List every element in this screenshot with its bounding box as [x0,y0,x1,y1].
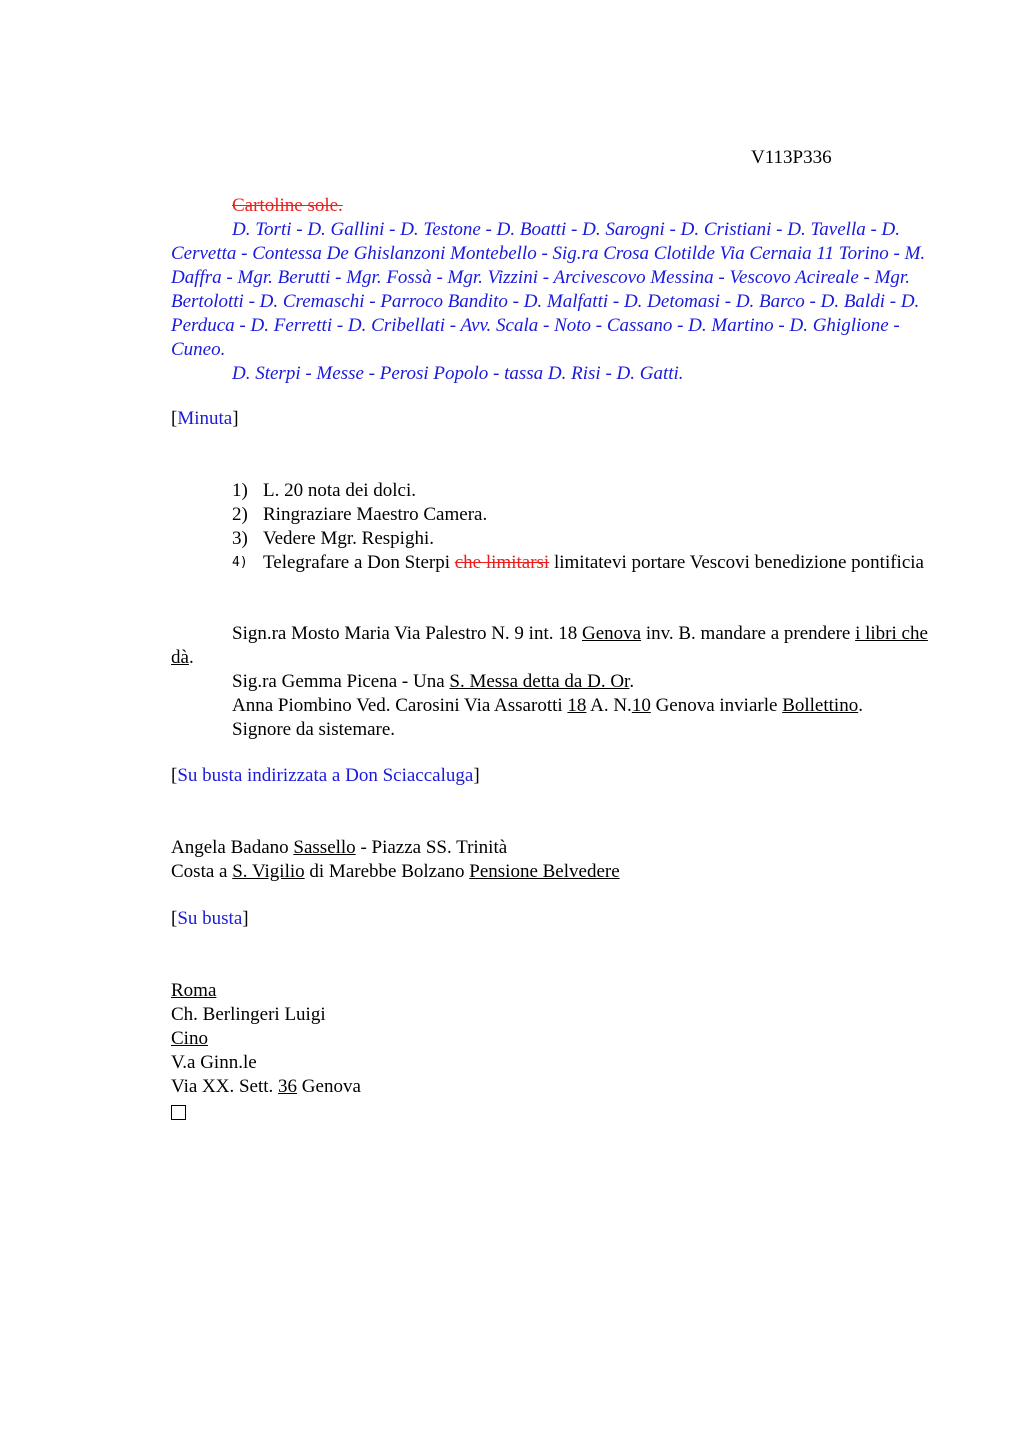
empty-box-icon [171,1105,186,1120]
address-text: - Piazza SS. Trinità [360,837,508,858]
note-underlined: Genova [581,623,642,644]
recipients-names-paragraph: D. Torti - D. Gallini - D. Testone - D. Boatti - D. Sarogni - D. Cristiani - D. Tavella - D. Cervetta - Contessa De Ghislanzoni Montebello - Sig.ra Crosa Clotilde Via Cernaia 11 Torino - M. Daffra - Mgr. Berutti - Mgr. Fossà - Mgr. Vizzini - Arcivescovo Messina - Vescovo Acireale - Mgr. Bertolotti - D. Cremaschi - Parroco Bandito - D. Malfatti - D. Detomasi - D. Barco - D. Baldi - D. Perduca - D. Ferretti - D. Cribellati - Avv. Scala - Noto - Cassano - D. Martino - D. Ghiglione - Cuneo. [171,219,926,360]
address-underlined: Sassello [293,837,356,858]
item4-pre: Telegrafare a Don Sterpi [263,552,450,573]
list-item-number: 2) [232,504,248,525]
list-item-number: 1) [232,480,248,501]
note-text: . [188,647,194,668]
note-text: Sign.ra Mosto Maria Via Palestro N. 9 int. 18 [232,623,578,644]
numbered-list [232,479,932,575]
note-text: Anna Piombino Ved. Carosini Via Assarotti [232,695,563,716]
list-item [232,479,932,503]
address-text: Angela Badano [171,837,289,858]
note-underlined: 10 [631,695,651,716]
list-item-number: 4) [232,555,248,570]
address-line [171,860,931,884]
struck-title: Cartoline sole. [232,195,343,216]
address-text: di Marebbe Bolzano [309,861,465,882]
address-text: Costa a [171,861,228,882]
list-item-text: L. 20 nota dei dolci. [263,480,417,501]
envelope-line: Ch. Berlingeri Luigi [171,1004,326,1025]
address-underlined: Pensione Belvedere [469,861,620,882]
note-text: A. N. [590,695,632,716]
note-underlined: 18 [567,695,587,716]
note-text: . [858,695,863,716]
note-mosto [171,622,931,670]
envelope-line: Cino [171,1028,208,1049]
envelope-underlined: 36 [278,1076,298,1097]
busta1-addresses [171,836,931,884]
envelope-text-part: Genova [301,1076,361,1097]
busta2-label: Su busta [177,908,243,929]
note-piombino [171,694,931,718]
list-item [232,503,932,527]
recipients-section [171,194,931,386]
minuta-label: Minuta [177,408,233,429]
busta1-heading: [Su busta indirizzata a Don Sciaccaluga] [171,765,480,786]
busta2-heading: [Su busta] [171,908,249,929]
envelope-line [171,1075,931,1099]
document-reference-code: V113P336 [751,147,832,168]
list-item-text: Ringraziare Maestro Camera. [263,504,488,525]
minuta-heading: [Minuta] [171,408,239,429]
list-item-number: 3) [232,528,248,549]
envelope-line: Roma [171,980,217,1001]
note-text: . [629,671,635,692]
list-item-text: Vedere Mgr. Respighi. [263,528,434,549]
item4-struck-text: che limitarsi [454,552,550,573]
envelope-line: V.a Ginn.le [171,1052,257,1073]
note-text: Genova inviarle [655,695,778,716]
envelope-text-part: Via XX. Sett. [171,1076,274,1097]
list-item [232,551,932,575]
list-item [232,527,932,551]
envelope-text [171,979,931,1127]
address-underlined: S. Vigilio [232,861,305,882]
address-line [171,836,931,860]
note-underlined: i libri che dà [171,623,928,668]
note-signore: Signore da sistemare. [232,719,396,740]
item4-post: limitatevi portare Vescovi benedizione pontificia [553,552,924,573]
note-text: Sig.ra Gemma Picena - Una [232,671,445,692]
note-text: inv. B. mandare a prendere [645,623,851,644]
note-picena [171,670,931,694]
notes-section [171,622,931,742]
note-underlined: S. Messa detta da D. Or [449,671,630,692]
busta1-label: Su busta indirizzata a Don Sciaccaluga [177,765,474,786]
note-underlined: Bollettino [782,695,859,716]
recipients-names-paragraph-2: D. Sterpi - Messe - Perosi Popolo - tassa D. Risi - D. Gatti. [232,363,684,384]
